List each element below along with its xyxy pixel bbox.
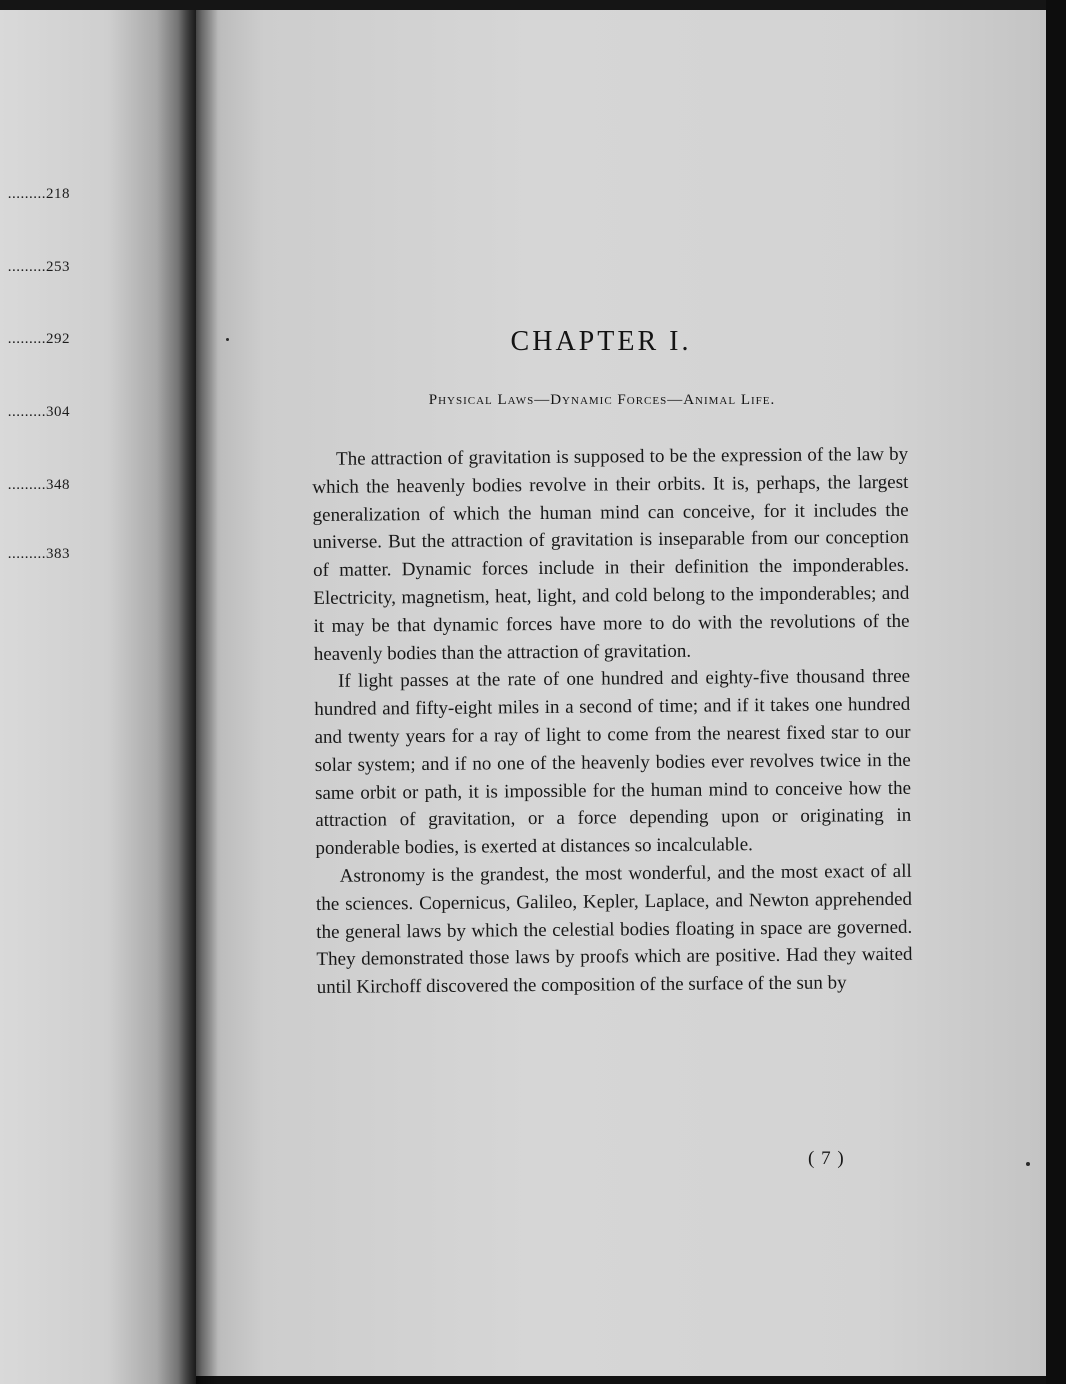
toc-page-number: .........253: [7, 259, 70, 275]
scan-right-edge: [1046, 0, 1066, 1384]
paragraph: Astronomy is the grandest, the most wonderful, and the most exact of all the sciences. Copernicus, Galileo, Kepler, Laplace, and Newton apprehended the general laws by which the celestial bodies floating in space are governed. They demonstrated those laws by proofs which are positive. Had they waited until Kirchoff discovered the composition of the surface of the sun by: [315, 860, 913, 999]
scan-top-edge: [0, 0, 1066, 10]
paragraph: If light passes at the rate of one hundred and eighty-five thousand three hundred and fifty-eight miles in a second of time; and if it takes one hundred and twenty years for a ray of light to come from the nearest fixed star to our solar system; and if no one of the heavenly bodies ever revolves twice in the same orbit or path, it is impossible for the human mind to conceive how the attraction of gravitation, or a force depending upon or originating in ponderable bodies, is exerted at distances so incalculable.: [314, 666, 912, 860]
chapter-title: CHAPTER I.: [510, 326, 692, 357]
toc-page-number: .........304: [7, 404, 70, 420]
toc-page-number: .........383: [7, 546, 70, 562]
toc-page-number: .........292: [7, 331, 70, 347]
toc-page-number: .........348: [7, 477, 70, 493]
book-gutter-shadow: [178, 0, 218, 1384]
page-number: ( 7 ): [808, 1148, 845, 1169]
paragraph: The attraction of gravitation is supposed to be the expression of the law by which the heavenly bodies revolve in their orbits. It is, perhaps, the largest generalization of which the human mind can conceive, for it includes the universe. But the attraction of gravitation is inseparable from our conception of matter. Dynamic forces include in their definition the imponderables. Electricity, magnetism, heat, light, and cold belong to the imponderables; and it may be that dynamic forces have more to do with the revolutions of the heavenly bodies than the attraction of gravitation.: [312, 443, 910, 665]
left-page: [0, 0, 196, 1384]
chapter-subtitle: Physical Laws—Dynamic Forces—Animal Life.: [428, 392, 776, 408]
toc-page-number: .........218: [7, 186, 70, 202]
dust-speck: [226, 338, 229, 341]
dust-speck: [1026, 1162, 1030, 1166]
chapter-body: [312, 441, 913, 1002]
